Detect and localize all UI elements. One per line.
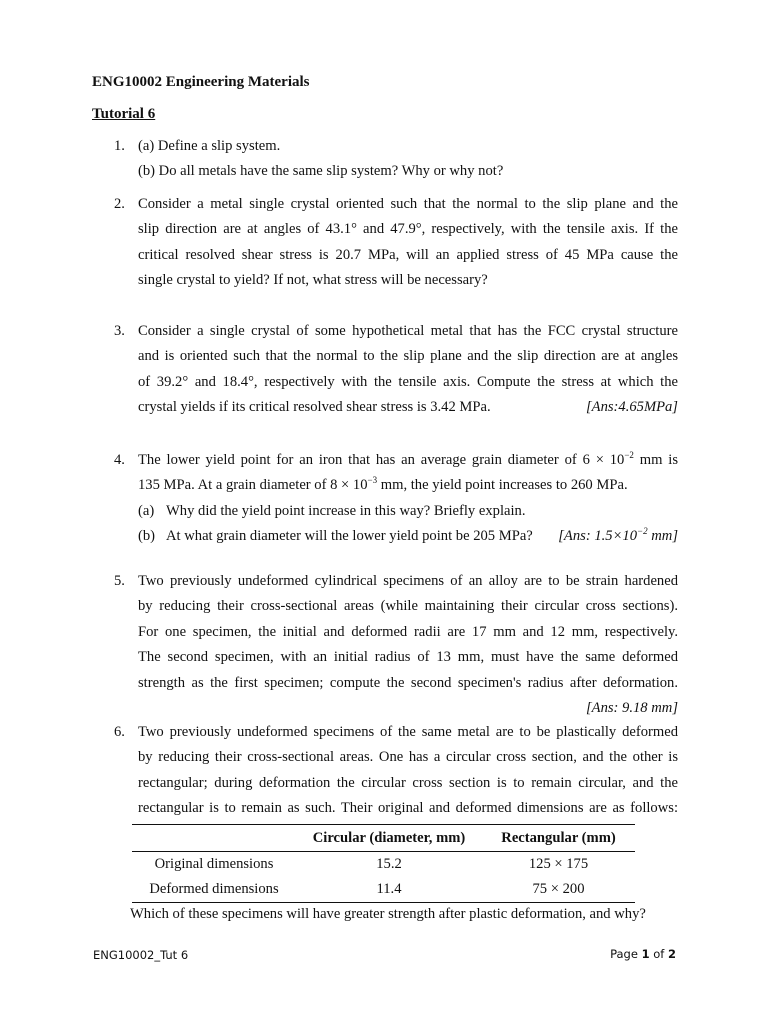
- total-pages: 2: [667, 947, 676, 961]
- question-line: Two previously undeformed cylindrical specimens of an alloy are to be strain hardened: [138, 573, 678, 589]
- question-line: [138, 473, 678, 498]
- question-line: strength as the first specimen; compute the second specimen's radius after deformation.: [138, 674, 678, 691]
- table-header-cell: Circular (diameter, mm): [296, 825, 482, 852]
- question-line: slip direction are at angles of 43.1° and 47.9°, respectively, with the tensile axis. If the: [138, 221, 678, 238]
- question-text: 135 MPa. At a grain diameter of 8 × 10: [138, 477, 368, 494]
- question-line: Consider a single crystal of some hypothetical metal that has the FCC crystal structure: [138, 323, 678, 339]
- subquestion-label: (a): [138, 502, 155, 519]
- question-line: Two previously undeformed specimens of the same metal are to be plastically deformed: [138, 724, 678, 740]
- question-number: 5.: [114, 573, 125, 589]
- answer-text: [558, 524, 678, 549]
- course-title: ENG10002 Engineering Materials: [92, 74, 310, 90]
- answer-part: mm]: [647, 528, 678, 545]
- subquestion-text: At what grain diameter will the lower yield point be 205 MPa?: [166, 528, 533, 545]
- table-cell: Deformed dimensions: [149, 881, 279, 897]
- question-text: crystal yields if its critical resolved shear stress is 3.42 MPa.: [138, 399, 491, 416]
- exponent: −2: [637, 526, 648, 537]
- table-cell: 75 × 200: [532, 881, 585, 897]
- question-line: [138, 448, 678, 473]
- question-1: [114, 134, 678, 185]
- subquestion-b: [138, 524, 678, 549]
- question-line: rectangular is to remain as such. Their original and deformed dimensions are as follows:: [138, 800, 678, 817]
- question-line: The second specimen, with an initial radius of 13 mm, must have the same deformed: [138, 649, 678, 666]
- question-line: and is oriented such that the normal to the slip plane and the slip direction are at angles: [138, 348, 678, 365]
- subquestion-text: Why did the yield point increase in this way? Briefly explain.: [166, 502, 526, 519]
- question-line: Consider a metal single crystal oriented such that the normal to the slip plane and the: [138, 196, 678, 212]
- current-page: 1: [641, 947, 650, 961]
- question-line: by reducing their cross-sectional areas. One has a circular cross section, and the other is: [138, 749, 678, 766]
- closing-question: Which of these specimens will have greater strength after plastic deformation, and why?: [130, 906, 646, 922]
- question-6: [114, 720, 678, 822]
- question-text: mm, the yield point increases to 260 MPa.: [377, 477, 628, 494]
- footer-course-code: ENG10002_Tut 6: [93, 948, 189, 962]
- question-line: [138, 395, 678, 420]
- question-number: 2.: [114, 196, 125, 212]
- dimensions-table: [132, 824, 635, 903]
- question-4: [114, 448, 678, 550]
- question-text: mm is: [633, 452, 679, 468]
- tutorial-title: Tutorial 6: [92, 106, 156, 122]
- answer-text: [Ans:4.65MPa]: [585, 399, 678, 416]
- exponent: −3: [367, 475, 378, 486]
- question-3: [114, 319, 678, 421]
- table-row: [132, 877, 635, 903]
- question-line: rectangular; during deformation the circular cross section is to remain circular, and the: [138, 774, 678, 791]
- table-cell: 11.4: [376, 881, 402, 897]
- answer-part: [Ans: 1.5×10: [558, 528, 638, 545]
- question-line: critical resolved shear stress is 20.7 MPa, will an applied stress of 45 MPa cause the: [138, 246, 678, 263]
- question-line: by reducing their cross-sectional areas (while maintaining their circular cross sections).: [138, 598, 678, 615]
- question-line: For one specimen, the initial and deformed radii are 17 mm and 12 mm, respectively.: [138, 623, 678, 640]
- table-cell: 125 × 175: [528, 856, 589, 872]
- page-separator: of: [649, 947, 668, 961]
- question-5: [114, 569, 678, 721]
- table-header-row: [132, 825, 635, 852]
- table-cell: Original dimensions: [154, 856, 274, 872]
- answer-text: [Ans: 9.18 mm]: [585, 700, 678, 717]
- table-cell: 15.2: [376, 856, 402, 872]
- subquestion-label: (b): [138, 528, 156, 545]
- table-row: [132, 852, 635, 878]
- footer-page-number: [610, 947, 676, 961]
- subquestion-a: [138, 499, 678, 524]
- table-header-cell: [132, 825, 296, 852]
- question-number: 4.: [114, 452, 125, 468]
- question-number: 1.: [114, 138, 125, 154]
- question-text: The lower yield point for an iron that has an average grain diameter of 6 × 10: [138, 452, 625, 468]
- question-line: (b) Do all metals have the same slip system? Why or why not?: [138, 163, 504, 180]
- exponent: −2: [624, 450, 634, 460]
- table-header-cell: Rectangular (mm): [482, 825, 635, 852]
- question-line: of 39.2° and 18.4°, respectively with the tensile axis. Compute the stress at which the: [138, 373, 678, 390]
- question-number: 3.: [114, 323, 125, 339]
- question-2: [114, 192, 678, 294]
- question-line: (a) Define a slip system.: [138, 138, 281, 154]
- question-number: 6.: [114, 724, 125, 740]
- question-line: single crystal to yield? If not, what stress will be necessary?: [138, 272, 488, 289]
- page-label: Page: [610, 947, 642, 961]
